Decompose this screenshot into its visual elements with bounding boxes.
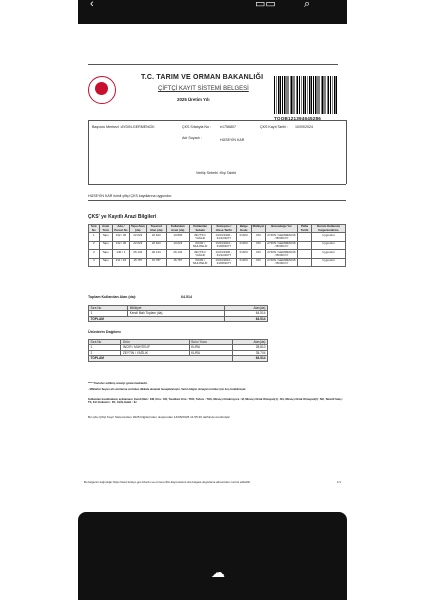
table-cell: 28.810 <box>232 345 267 350</box>
arazi-header-cell: Sözleşme / Hisse Tarihi <box>211 225 236 233</box>
table-header-cell: Alan(da) <box>225 306 268 311</box>
system-title: ÇİFTÇİ KAYIT SİSTEMİ BELGESİ <box>158 86 249 92</box>
arazi-header-cell: Arazi Türü <box>99 225 112 233</box>
arazi-cell: 26.134 <box>146 250 166 258</box>
arazi-header-cell: Durum Kullanımı Değerlendirme <box>312 225 346 233</box>
arazi-cell <box>297 233 311 241</box>
arazi-cell: 22.623 <box>146 233 166 241</box>
barcode-number: TOOB121394645286 <box>274 116 322 121</box>
arazi-cell: 15.787 <box>146 258 166 266</box>
arazi-cell: 2 <box>89 241 100 249</box>
arazi-cell: ZEYTİN / YAĞLIK <box>189 233 211 241</box>
verilis-value: Kişi Talebi <box>220 171 237 175</box>
back-arrow-icon[interactable]: ‹ <box>90 0 94 10</box>
ad-soyad-label: Adı Soyadı : <box>182 136 202 140</box>
arazi-cell: 01/01/2010 - 31/08/2077 <box>211 241 236 249</box>
cloud-upload-icon[interactable]: ☁ <box>211 564 225 580</box>
table-cell: 2 <box>89 350 121 355</box>
table-cell: 1 <box>89 311 128 316</box>
arazi-cell: AYDIN / GERMENCİK / BOZKÖY <box>267 241 296 249</box>
arazi-section-title: ÇKS' ye Kayıtlı Arazi Bilgileri <box>88 214 157 220</box>
note-uretim: Bu işbu Çiftçi Kayıt Sisteminden 2025 bilgilerinden oluşturulan 14/05/2025 11:55:49 tarihinde üretilmiştir. <box>88 415 231 419</box>
note-kisaltma: Kullanılan kısaltmaların açıklaması: Kendi Malı : KM, Kira : KR, Tasdiksiz Kira : TKR, Tahsis : THS, Mirasçı Ortakmıyora : M, Mirasçı Ortak Olmayan(1) : M1, Mirasçı Ortak Olmayan(2) : M2, Taksitli Satış : TS, Kiri Kullanım : FK, İntifa Hakkı : İH <box>88 398 344 405</box>
arazi-cell: 01/01/1900 - 31/12/2077 <box>211 233 236 241</box>
arazi-cell: KM <box>251 233 266 241</box>
arazi-cell: KURU <box>236 241 251 249</box>
search-icon[interactable]: ⌕ <box>304 0 311 10</box>
arazi-cell: Tapu <box>99 250 112 258</box>
table-cell: Kendi Malı Toplam (da) <box>128 311 225 316</box>
ad-soyad-value: HÜSEYİN KAR <box>220 138 245 142</box>
page-number: 1/1 <box>337 480 341 484</box>
verilis-label: Veriliş Sebebi : <box>196 171 220 175</box>
table-header-cell: Sulu / Kuru <box>189 340 232 345</box>
arazi-cell: AYDIN / GERMENCİK / BOZKÖY <box>267 249 296 257</box>
info-left-rule <box>88 120 89 184</box>
table-header-cell: Alan(da) <box>232 340 267 345</box>
barcode-icon <box>274 76 338 114</box>
basvuru-value: AYDIN-GERMENCİK <box>121 125 155 129</box>
ministry-title: T.C. TARIM VE ORMAN BAKANLIĞI <box>141 74 264 81</box>
arazi-cell: 15.787 <box>130 258 147 266</box>
arazi-cell: KM <box>251 258 266 266</box>
arazi-cell: 22.623 <box>130 233 147 241</box>
arazi-cell: 26.134 <box>130 250 147 258</box>
toplam-kullanilan-value: 64.514 <box>181 295 192 299</box>
total-value: 64.514 <box>232 356 267 361</box>
table-total-row <box>89 316 268 321</box>
total-value: 64.514 <box>225 316 268 321</box>
table-header-cell: Sıra No <box>89 340 121 345</box>
basvuru-label: Başvuru Merkezi : <box>92 125 121 129</box>
arazi-cell: 01/01/1900 - 31/12/2077 <box>211 250 236 258</box>
table-header-cell: Ürün <box>121 340 189 345</box>
table-row <box>89 250 346 258</box>
ministry-seal-icon <box>88 76 116 104</box>
arazi-cell: 1 <box>89 233 100 241</box>
arazi-cell: 132 / 36 <box>112 233 129 241</box>
arazi-header-cell: Pafta Tarihi <box>297 225 311 233</box>
arazi-cell: 211 / 23 <box>112 258 129 266</box>
arazi-header-cell: Sıra No <box>89 225 100 233</box>
total-label: TOPLAM <box>89 356 233 361</box>
arazi-header-cell: Tasarruf Alan (da) <box>146 225 166 233</box>
arazi-cell: KM <box>251 250 266 258</box>
arazi-cell <box>297 250 311 258</box>
arazi-cell: 13.806 <box>166 233 189 241</box>
table-cell: ZEYTİN / YAĞLIK <box>121 350 189 355</box>
verify-text: Bu belgenin doğruluğu https://www.turkiye.gov.tr/tarim-ve-orman-ciftci-kayit-sistemi-cks-belgesi-dogrulama adresinden control edilebilir. <box>84 480 251 484</box>
arazi-cell: Uygundur <box>312 258 346 266</box>
arazi-cell: 140 / 1 <box>112 250 129 258</box>
arazi-cell: AYDIN / GERMENCİK / BOZKÖY <box>267 232 296 241</box>
table-row <box>89 241 346 249</box>
arazi-header-cell: Mülkiyet <box>251 225 266 233</box>
arazi-cell: Tapu <box>99 241 112 249</box>
viewer-bottom-bar <box>78 512 347 600</box>
table-header-cell: Mülkiyet <box>128 306 225 311</box>
table-cell: 64.514 <box>225 311 268 316</box>
top-rule <box>88 64 338 65</box>
arazi-cell: Tapu <box>99 258 112 266</box>
arazi-cell: 15.787 <box>166 258 189 266</box>
arazi-cell <box>297 241 311 249</box>
table-cell: 35.704 <box>232 350 267 355</box>
arazi-cell: 01/01/2010 - 31/08/2077 <box>211 258 236 266</box>
mulkiyet-table <box>88 305 268 322</box>
arazi-cell: İNCİR / MUHTELİF <box>189 241 211 249</box>
arazi-cell <box>297 258 311 266</box>
cks-kayit-label: ÇKS Kayıt Tarihi : <box>260 125 289 129</box>
arazi-cell: KURU <box>236 250 251 258</box>
arazi-cell: 3 <box>89 250 100 258</box>
arazi-header-cell: Belge Kodu <box>236 225 251 233</box>
arazi-header-cell: Bulunduğu Yer <box>266 225 298 233</box>
table-cell: 1 <box>89 345 121 350</box>
table-row <box>89 258 346 266</box>
cks-no-value: e1756807 <box>220 125 236 129</box>
arazi-header-cell: Tapu Alan (da) <box>131 224 145 232</box>
table-cell: KURU <box>189 350 232 355</box>
toplam-kullanilan-label: Toplam Kullanılan Alan (da): <box>88 295 137 299</box>
arazi-cell: 26.134 <box>166 250 189 258</box>
table-cell: İNCİR / MUHTELİF <box>121 345 189 350</box>
arazi-cell: 132 / 36 <box>112 241 129 249</box>
statement-text: HÜSEYİN KAR isimli çiftçi ÇKS kaydlarına uygundur. <box>88 194 173 198</box>
cks-no-label: ÇKS Sıfatıyla No : <box>182 125 211 129</box>
table-header-cell: Sıra No <box>89 306 128 311</box>
arazi-cell: Uygundur <box>312 250 346 258</box>
arazi-cell: KURU <box>236 258 251 266</box>
grid-icon[interactable]: ▭▭ <box>255 0 276 10</box>
note-transfer: **** Transfer edilmiş araziyi göstermektedir. <box>88 381 148 385</box>
viewer-top-bar <box>78 0 347 24</box>
arazi-cell: Uygundur <box>312 241 346 249</box>
arazi-header-cell: Kullanılan Sebebi <box>189 225 211 233</box>
arazi-table <box>88 224 346 267</box>
arazi-cell: KM <box>251 241 266 249</box>
table-cell: KURU <box>189 345 232 350</box>
cks-kayit-value: 10/09/2024 <box>295 125 313 129</box>
table-row <box>89 233 346 241</box>
arazi-header-cell: Kullanılan Arazi (da) <box>166 225 189 233</box>
urun-section-title: Ürünlerin Dağılımı <box>88 330 121 334</box>
table-total-row <box>89 356 268 361</box>
arazi-cell: AYDIN / GERMENCİK / BOZKÖY <box>267 257 296 266</box>
arazi-cell: Tapu <box>99 233 112 241</box>
arazi-cell: ZEYTİN / YAĞLIK <box>189 250 211 258</box>
info-right-rule <box>346 120 347 184</box>
info-bottom-rule <box>88 184 346 185</box>
year-line: 2025 Üretim Yılı <box>177 97 210 102</box>
statement-rule <box>88 200 346 201</box>
urun-table <box>88 339 268 362</box>
arazi-cell: 22.623 <box>146 241 166 249</box>
arazi-cell: 22.623 <box>130 241 147 249</box>
arazi-cell: İNCİR / MUHTELİF <box>189 258 211 266</box>
arazi-cell: 13.023 <box>166 241 189 249</box>
arazi-header-cell: Ada / Parsel No <box>114 224 128 232</box>
arazi-cell: 4 <box>89 258 100 266</box>
info-top-rule <box>88 120 346 121</box>
arazi-cell: Uygundur <box>312 233 346 241</box>
total-label: TOPLAM <box>89 316 225 321</box>
document-page <box>78 24 347 512</box>
note-miktar: - Miktarlar Suyun alt sınırlarına verinden dikkate alınarak hesaplanmıştır. Verim bilgisi olmayan ürünler için boş bırakılmıştır. <box>88 388 247 391</box>
arazi-cell: KURU <box>236 233 251 241</box>
